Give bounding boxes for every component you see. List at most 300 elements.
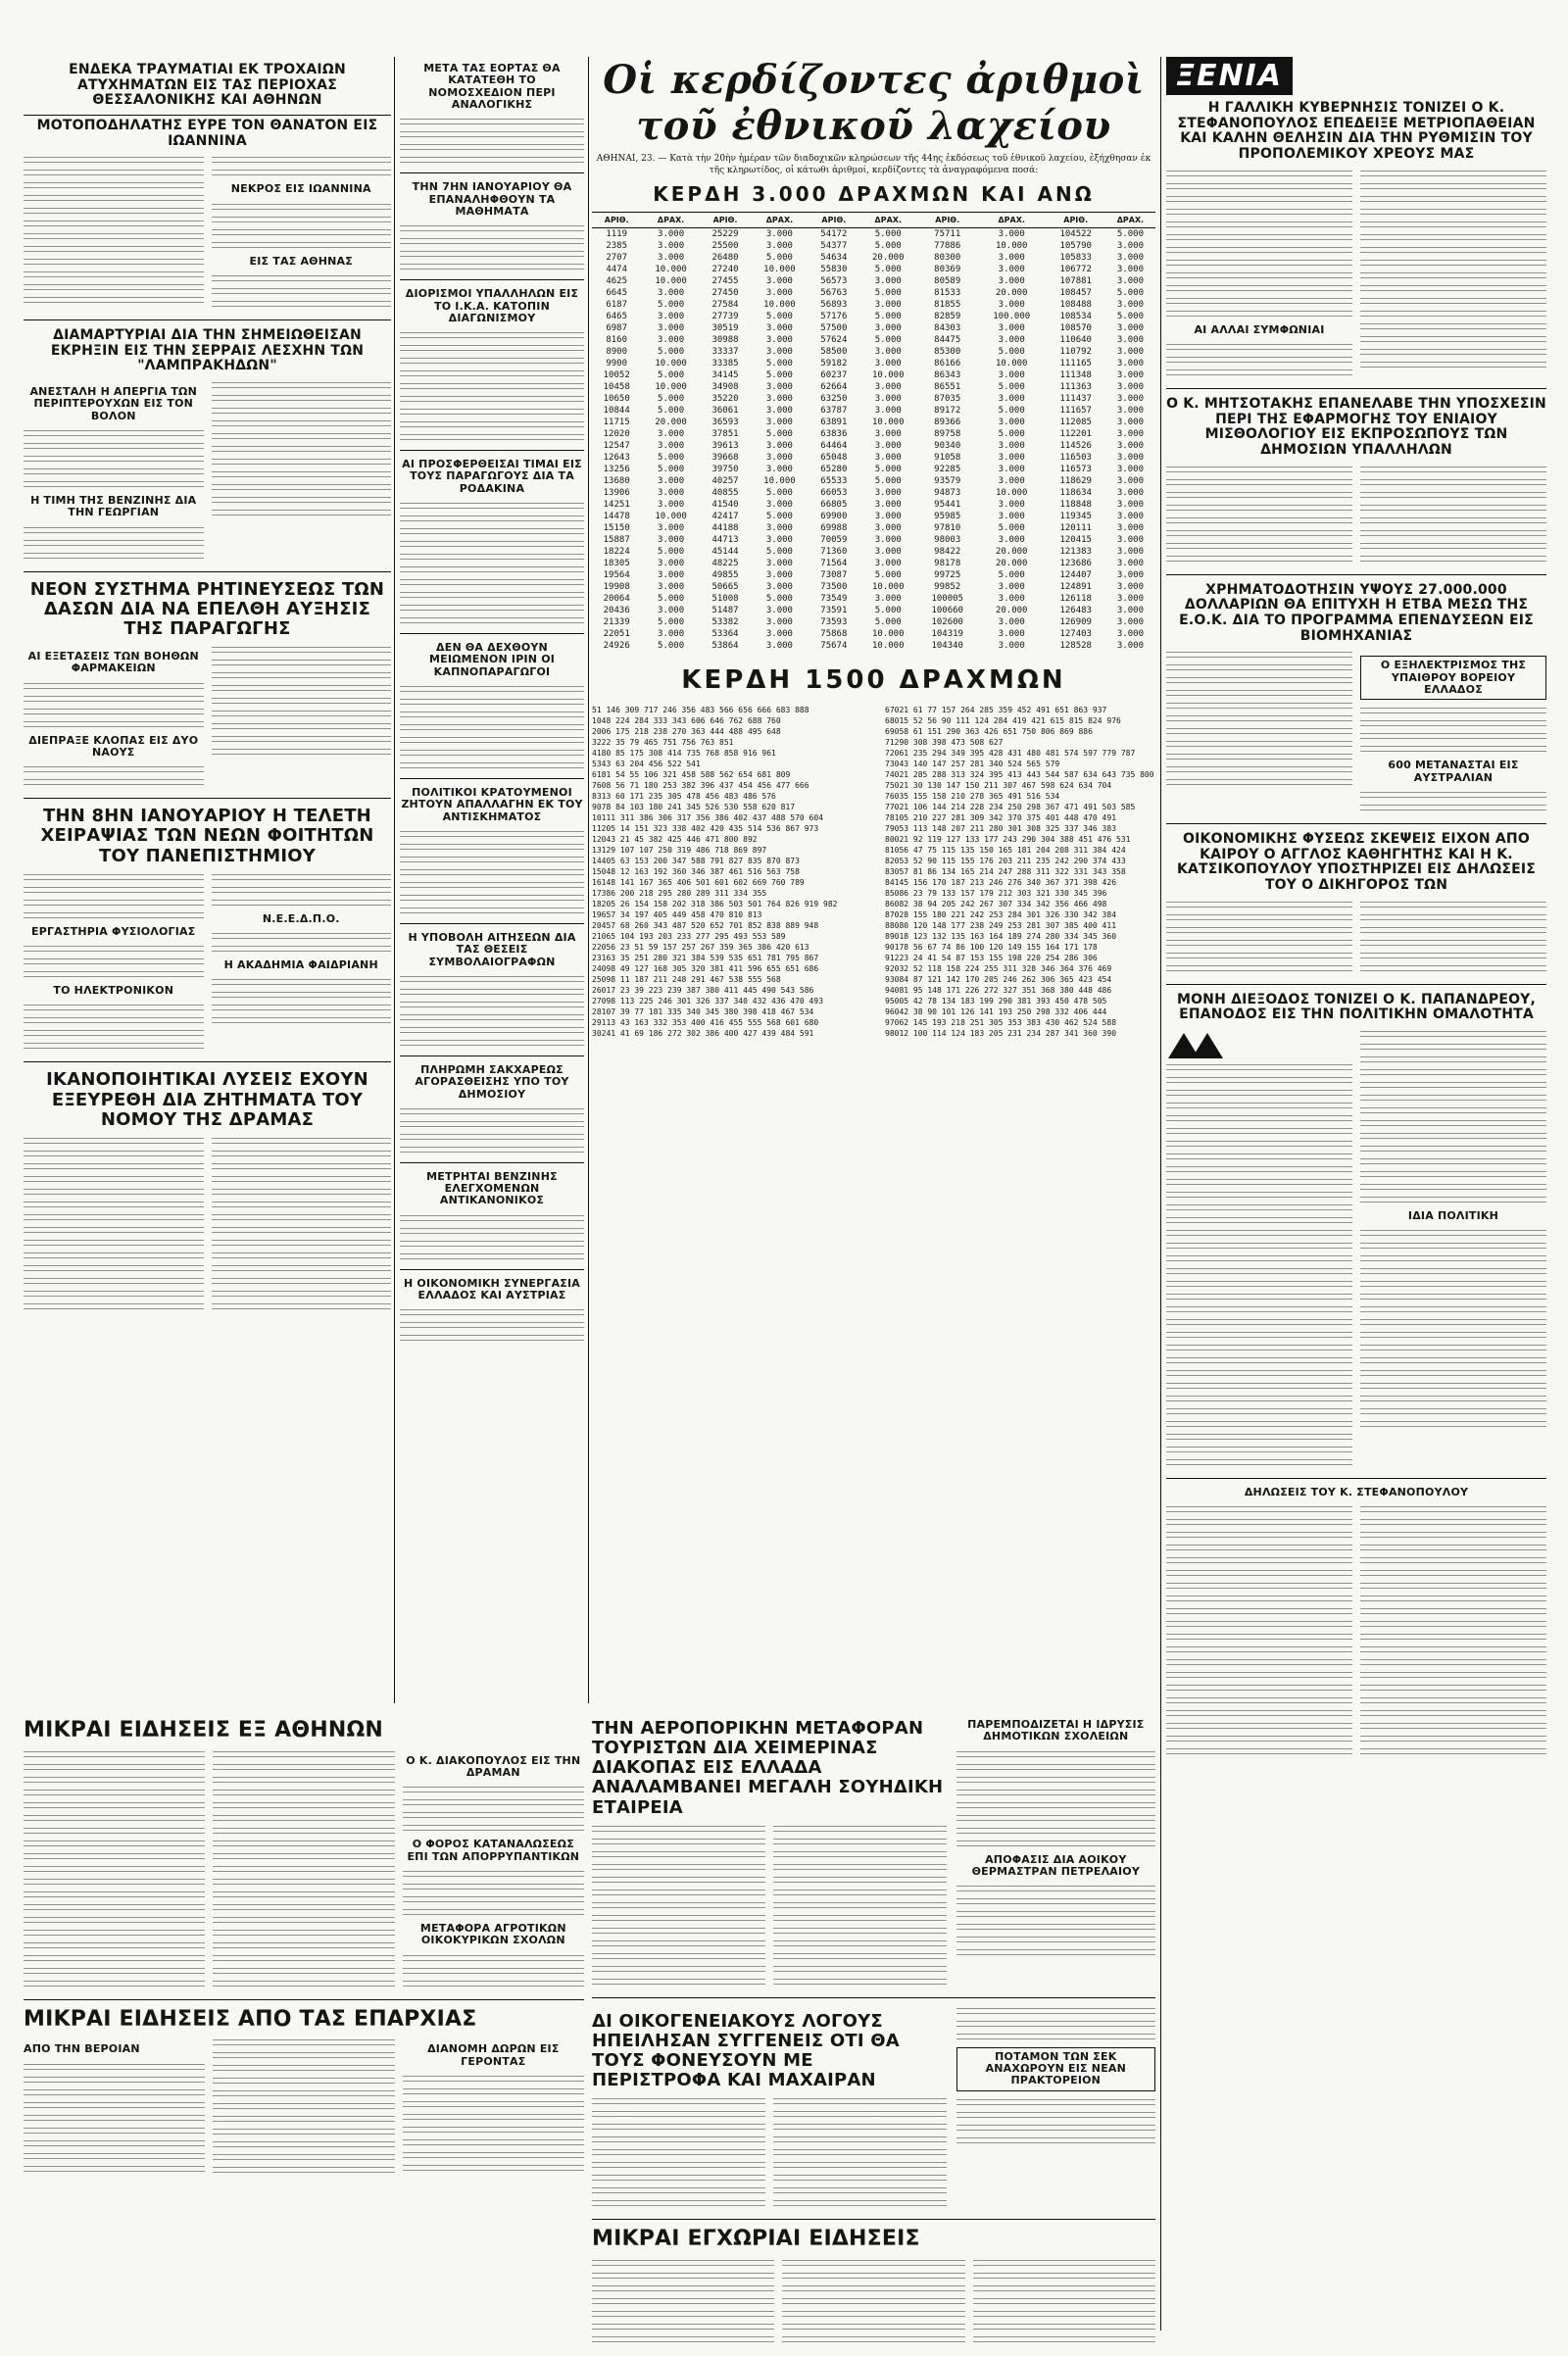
headline-mitsotakis: Ο Κ. ΜΗΤΣΟΤΑΚΗΣ ΕΠΑΝΕΛΑΒΕ ΤΗΝ ΥΠΟΣΧΕΣΙΝ ΠΕΡΙ ΤΗΣ ΕΦΑΡΜΟΓΗΣ ΤΟΥ ΕΝΙΑΙΟΥ ΜΙΣΘΟΛΟΓΙΟΥ ΕΙΣ ΕΚΠΡΟΣΩΠΟΥΣ ΤΩΝ ΔΗΜΟΣΙΩΝ ΥΠΑΛΛΗΛΩΝ [1166,396,1546,459]
table-cell: 126909 [1059,617,1092,627]
table-cell: 118848 [1059,500,1092,510]
table-cell: 3.000 [658,488,685,498]
table-cell: 91058 [934,453,961,463]
number-line: 6181 54 55 106 321 458 588 562 654 681 809 [592,770,791,779]
table-cell: 3.000 [1116,547,1144,557]
table-cell: 13680 [603,476,630,486]
table-cell: 3.000 [765,335,793,345]
table-cell: 3.000 [765,500,793,510]
subhead-ioannina: ΝΕΚΡΟΣ ΕΙΣ ΙΩΑΝΝΙΝΑ [230,182,371,196]
subhead-stefanopoulos: ΔΗΛΩΣΕΙΣ ΤΟΥ Κ. ΣΤΕΦΑΝΟΠΟΥΛΟΥ [1244,1485,1469,1498]
table-cell: 3.000 [1116,617,1144,627]
table-cell: 11715 [603,417,630,427]
table-cell: 3.000 [765,523,793,533]
table-cell: 3.000 [1116,465,1144,474]
table-row [592,640,1155,652]
table-cell: 22051 [603,629,630,639]
table-cell: 12020 [603,429,630,439]
table-cell: 65280 [820,465,848,474]
table-cell: 69900 [820,512,848,521]
table-cell: 108457 [1059,288,1092,298]
table-cell: 5.000 [658,465,685,474]
table-header: ΑΡΙΘ. [592,213,641,228]
headline-university: ΤΗΝ 8ΗΝ ΙΑΝΟΥΑΡΙΟΥ Η ΤΕΛΕΤΗ ΧΕΙΡΑΨΙΑΣ ΤΩΝ ΝΕΩΝ ΦΟΙΤΗΤΩΝ ΤΟΥ ΠΑΝΕΠΙΣΤΗΜΙΟΥ [40,806,374,866]
table-cell: 3.000 [874,512,902,521]
number-line: 23163 35 251 280 321 384 539 535 651 781 795 867 [592,954,819,962]
number-line: 95005 42 78 134 183 199 290 381 393 450 478 505 [885,997,1107,1006]
table-cell: 5.000 [658,547,685,557]
table-row [592,228,1155,241]
table-cell: 98178 [934,559,961,568]
number-line: 74021 285 288 313 324 395 413 443 544 587 634 643 735 800 [885,770,1154,779]
table-row [592,616,1155,628]
number-line: 26017 23 39 223 239 387 380 411 445 490 543 586 [592,986,814,995]
table-row [592,487,1155,499]
table-cell: 39668 [711,453,739,463]
table-cell: 3.000 [998,629,1025,639]
table-cell: 5.000 [874,465,902,474]
table-cell: 120415 [1059,535,1092,545]
table-cell: 3.000 [765,241,793,251]
right-column [1166,57,1546,1759]
table-cell: 86166 [934,359,961,368]
table-cell: 92285 [934,465,961,474]
table-cell: 3.000 [765,582,793,592]
table-cell: 4474 [606,265,628,274]
table-cell: 104340 [931,641,963,651]
table-cell: 54377 [820,241,848,251]
headline-prisoners: ΠΟΛΙΤΙΚΟΙ ΚΡΑΤΟΥΜΕΝΟΙ ΖΗΤΟΥΝ ΑΠΑΛΛΑΓΗΝ ΕΚ ΤΟΥ ΑΝΤΙΣΚΗΜΑΤΟΣ [401,786,583,823]
table-cell: 3.000 [998,476,1025,486]
table-cell: 105790 [1059,241,1092,251]
table-cell: 3.000 [658,535,685,545]
table-header: ΑΡΙΘ. [917,213,976,228]
headline-diakopoulos: Ο Κ. ΔΙΑΚΟΠΟΥΛΟΣ ΕΙΣ ΤΗΝ ΔΡΑΜΑΝ [406,1753,581,1779]
table-cell: 3.000 [998,617,1025,627]
column-rule [588,57,589,1703]
table-cell: 81855 [934,300,961,310]
column-rule [1160,57,1161,2331]
table-cell: 105833 [1059,253,1092,263]
table-cell: 3.000 [1116,606,1144,615]
table-row [592,428,1155,440]
table-cell: 3.000 [765,229,793,239]
table-cell: 10.000 [872,582,905,592]
table-row [592,287,1155,299]
table-cell: 10.000 [655,512,687,521]
subhead-emigrants: 600 ΜΕΤΑΝΑΣΤΑΙ ΕΙΣ ΑΥΣΤΡΑΛΙΑΝ [1388,759,1519,784]
table-cell: 3.000 [1116,323,1144,333]
table-cell: 104522 [1059,229,1092,239]
subhead-strike: ΑΝΕΣΤΑΛΗ Η ΑΠΕΡΓΙΑ ΤΩΝ ΠΕΡΙΠΤΕΡΟΥΧΩΝ ΕΙΣ ΤΟΝ ΒΟΛΟΝ [29,385,198,422]
number-line: 96042 38 90 101 126 141 193 250 298 332 406 444 [885,1007,1107,1016]
number-line: 7608 56 71 180 253 382 396 437 454 456 477 666 [592,781,809,790]
table-cell: 102600 [931,617,963,627]
table-cell: 3.000 [998,265,1025,274]
number-line: 2006 175 218 238 270 363 444 488 495 648 [592,727,781,736]
table-cell: 3.000 [1116,512,1144,521]
number-line: 22056 23 51 59 157 257 267 359 365 386 420 613 [592,943,809,952]
table-cell: 116503 [1059,453,1092,463]
table-cell: 98422 [934,547,961,557]
table-cell: 40257 [711,476,739,486]
table-cell: 5.000 [998,406,1025,416]
table-cell: 36593 [711,417,739,427]
table-cell: 5.000 [765,359,793,368]
table-cell: 3.000 [998,500,1025,510]
numbers-1500 [592,705,1155,1039]
table-cell: 30519 [711,323,739,333]
headline-local-news: ΜΙΚΡΑΙ ΕΓΧΩΡΙΑΙ ΕΙΔΗΣΕΙΣ [592,2227,920,2252]
table-cell: 10.000 [995,241,1028,251]
table-row [592,240,1155,252]
table-cell: 19564 [603,570,630,580]
headline-tobacco: ΔΕΝ ΘΑ ΔΕΧΘΟΥΝ ΜΕΙΩΜΕΝΟΝ ΙΡΙΝ ΟΙ ΚΑΠΝΟΠΑΡΑΓΩΓΟΙ [428,641,556,678]
number-line: 88080 120 148 177 238 249 253 281 307 385 400 411 [885,921,1117,930]
table-cell: 56763 [820,288,848,298]
left-column [24,57,391,1314]
table-cell: 5.000 [765,312,793,321]
table-row [592,311,1155,322]
xenia-logo: ΞΕΝΙΑ [1166,57,1293,95]
subhead-physiology: ΕΡΓΑΣΤΗΡΙΑ ΦΥΣΙΟΛΟΓΙΑΣ [31,924,196,938]
table-cell: 14478 [603,512,630,521]
table-cell: 57500 [820,323,848,333]
number-line: 15048 12 163 192 360 346 387 461 516 563 758 [592,867,800,876]
table-cell: 10.000 [655,382,687,392]
table-cell: 100660 [931,606,963,615]
table-cell: 3.000 [874,276,902,286]
table-cell: 3.000 [998,300,1025,310]
table-cell: 107881 [1059,276,1092,286]
middle-column [400,57,584,1346]
table-cell: 3.000 [765,347,793,357]
table-row [592,346,1155,358]
table-cell: 33385 [711,359,739,368]
table-cell: 20064 [603,594,630,604]
table-cell: 10.000 [872,370,905,380]
table-cell: 66053 [820,488,848,498]
number-line: 1048 224 284 333 343 606 646 762 688 760 [592,716,781,725]
table-cell: 106772 [1059,265,1092,274]
table-cell: 3.000 [765,406,793,416]
table-cell: 27739 [711,312,739,321]
table-cell: 3.000 [658,559,685,568]
table-cell: 5.000 [874,476,902,486]
table-cell: 10.000 [872,417,905,427]
headline-consumption-tax: Ο ΦΟΡΟΣ ΚΑΤΑΝΑΛΩΣΕΩΣ ΕΠΙ ΤΩΝ ΑΠΟΡΡΥΠΑΝΤΙΚΩΝ [407,1838,580,1863]
table-cell: 126118 [1059,594,1092,604]
table-cell: 10.000 [995,488,1028,498]
table-cell: 3.000 [998,441,1025,451]
table-cell: 60237 [820,370,848,380]
table-cell: 3.000 [874,559,902,568]
table-cell: 5.000 [1116,288,1144,298]
table-cell: 5.000 [874,241,902,251]
table-cell: 3.000 [998,417,1025,427]
table-cell: 4625 [606,276,628,286]
lottery-intro: ΑΘΗΝΑΙ, 23. — Κατὰ τὴν 20ὴν ἡμέραν τῶν διαδοχικῶν κληρώσεων τῆς 44ης ἐκδόσεως τοῦ ἐθνικοῦ λαχείου, ἐξήχθησαν ἐκ τῆς κληρωτίδος, οἱ κάτωθι ἀριθμοί, κερδίζοντες τὰ ἀναγραφόμενα ποσά: [596,154,1152,175]
table-cell: 3.000 [1116,641,1144,651]
headline-papandreou: ΜΟΝΗ ΔΙΕΞΟΔΟΣ ΤΟΝΙΖΕΙ Ο Κ. ΠΑΠΑΝΔΡΕΟΥ, ΕΠΑΝΟΔΟΣ ΕΙΣ ΤΗΝ ΠΟΛΙΤΙΚΗΝ ΟΜΑΛΟΤΗΤΑ [1176,991,1537,1023]
headline-family-threat: ΔΙ ΟΙΚΟΓΕΝΕΙΑΚΟΥΣ ΛΟΓΟΥΣ ΗΠΕΙΛΗΣΑΝ ΣΥΓΓΕΝΕΙΣ ΟΤΙ ΘΑ ΤΟΥΣ ΦΟΝΕΥΣΟΥΝ ΜΕ ΠΕΡΙΣΤΡΟΦΑ ΚΑΙ ΜΑΧΑΙΡΑΝ [592,2010,900,2091]
number-line: 86082 38 94 205 242 267 307 334 342 356 466 498 [885,900,1107,908]
number-line: 79053 113 148 207 211 280 301 308 325 337 346 383 [885,824,1117,833]
number-line: 10111 311 386 306 317 356 386 402 437 488 570 604 [592,813,824,822]
table-cell: 69988 [820,523,848,533]
table-cell: 3.000 [1116,453,1144,463]
table-cell: 99852 [934,582,961,592]
number-line: 73043 140 147 257 281 340 524 565 579 [885,760,1060,768]
table-row [592,299,1155,311]
headline-ika: ΔΙΟΡΙΣΜΟΙ ΥΠΑΛΛΗΛΩΝ ΕΙΣ ΤΟ Ι.Κ.Α. ΚΑΤΟΠΙΝ ΔΙΑΓΩΝΙΣΜΟΥ [405,287,579,324]
table-cell: 6645 [606,288,628,298]
number-line: 67021 61 77 157 264 285 359 452 491 651 863 937 [885,706,1107,714]
number-line: 97062 145 193 218 251 305 353 383 430 462 524 588 [885,1018,1117,1027]
table-cell: 5.000 [658,347,685,357]
table-cell: 42417 [711,512,739,521]
lottery-section [592,57,1155,1039]
table-cell: 27450 [711,288,739,298]
table-row [592,452,1155,464]
table-cell: 121383 [1059,547,1092,557]
table-cell: 45144 [711,547,739,557]
table-cell: 20.000 [995,288,1028,298]
number-line: 71290 308 398 473 508 627 [885,738,1004,747]
table-cell: 3.000 [998,582,1025,592]
table-cell: 98003 [934,535,961,545]
table-cell: 12643 [603,453,630,463]
number-line: 72061 235 294 349 395 428 431 480 481 574 597 779 787 [885,749,1136,758]
table-row [592,581,1155,593]
headline-petrol-meters: ΜΕΤΡΗΤΑΙ ΒΕΝΖΙΝΗΣ ΕΛΕΓΧΟΜΕΝΩΝ ΑΝΤΙΚΑΝΟΝΙΚΟΣ [426,1169,558,1207]
table-cell: 3.000 [874,382,902,392]
table-cell: 3.000 [874,547,902,557]
headline-sek: ΠΟΤΑΜΟΝ ΤΩΝ ΣΕΚ ΑΝΑΧΩΡΟΥΝ ΕΙΣ ΝΕΑΝ ΠΡΑΚΤΟΡΕΙΟΝ [956,2047,1155,2091]
table-cell: 111348 [1059,370,1092,380]
table-cell: 71360 [820,547,848,557]
table-cell: 3.000 [1116,417,1144,427]
table-cell: 3.000 [1116,535,1144,545]
subhead-exams: ΑΙ ΕΞΕΤΑΣΕΙΣ ΤΩΝ ΒΟΗΘΩΝ ΦΑΡΜΑΚΕΙΩΝ [27,650,199,675]
table-cell: 73593 [820,617,848,627]
table-cell: 3.000 [658,606,685,615]
table-row [592,593,1155,605]
table-cell: 3.000 [998,323,1025,333]
headline-france: Η ΓΑΛΛΙΚΗ ΚΥΒΕΡΝΗΣΙΣ ΤΟΝΙΖΕΙ Ο Κ. ΣΤΕΦΑΝΟΠΟΥΛΟΣ ΕΠΕΔΕΙΞΕ ΜΕΤΡΙΟΠΑΘΕΙΑΝ ΚΑΙ ΚΑΛΗΝ ΘΕΛΗΣΙΝ ΔΙΑ ΤΗΝ ΡΥΘΜΙΣΙΝ ΤΟΥ ΠΡΟΠΟΛΕΜΙΚΟΥ ΧΡΕΟΥΣ ΜΑΣ [1177,100,1536,163]
table-cell: 123686 [1059,559,1092,568]
table-row [592,464,1155,475]
table-cell: 3.000 [658,241,685,251]
table-cell: 57176 [820,312,848,321]
table-cell: 10052 [603,370,630,380]
table-cell: 3.000 [874,488,902,498]
table-cell: 34145 [711,370,739,380]
table-cell: 73500 [820,582,848,592]
table-cell: 3.000 [1116,476,1144,486]
headline-protests: ΔΙΑΜΑΡΤΥΡΙΑΙ ΔΙΑ ΤΗΝ ΣΗΜΕΙΩΘΕΙΣΑΝ ΕΚΡΗΞΙΝ ΕΙΣ ΤΗΝ ΣΕΡΡΑΙΣ ΛΕΣΧΗΝ ΤΩΝ "ΛΑΜΠΡΑΚΗΔΩΝ" [50,326,365,374]
headline-heater: ΑΠΟΦΑΣΙΣ ΔΙΑ ΑΟΙΚΟΥ ΘΕΡΜΑΣΤΡΑΝ ΠΕΤΡΕΛΑΙΟΥ [971,1852,1141,1878]
headline-notaries: Η ΥΠΟΒΟΛΗ ΑΙΤΗΣΕΩΝ ΔΙΑ ΤΑΣ ΘΕΣΕΙΣ ΣΥΜΒΟΛΑΙΟΓΡΑΦΩΝ [408,930,576,968]
table-row [592,393,1155,405]
table-cell: 5.000 [874,265,902,274]
table-row [592,275,1155,287]
number-line: 25098 11 187 211 248 291 467 538 555 568 [592,975,781,984]
table-cell: 89172 [934,406,961,416]
party-emblem-icon [1166,1029,1225,1062]
table-cell: 108570 [1059,323,1092,333]
table-cell: 3.000 [1116,570,1144,580]
table-cell: 12547 [603,441,630,451]
table-cell: 2707 [606,253,628,263]
subhead-veroia: ΑΠΟ ΤΗΝ ΒΕΡΟΙΑΝ [24,2042,140,2056]
table-cell: 54172 [820,229,848,239]
table-cell: 3.000 [874,523,902,533]
table-cell: 19908 [603,582,630,592]
table-cell: 82859 [934,312,961,321]
table-cell: 5.000 [765,512,793,521]
table-row [592,440,1155,452]
table-cell: 49855 [711,570,739,580]
table-cell: 5.000 [658,641,685,651]
table-header: ΔΡΑΧ. [1105,213,1155,228]
table-cell: 18224 [603,547,630,557]
number-line: 17386 200 218 295 280 289 311 334 355 [592,889,767,898]
table-cell: 10.000 [655,265,687,274]
table-header: ΔΡΑΧ. [750,213,808,228]
subhead-electrification: Ο ΕΞΗΛΕΚΤΡΙΣΜΟΣ ΤΗΣ ΥΠΑΙΘΡΟΥ ΒΟΡΕΙΟΥ ΕΛΛΑΔΟΣ [1360,656,1546,700]
table-cell: 3.000 [998,370,1025,380]
table-cell: 10.000 [763,265,796,274]
table-cell: 127403 [1059,629,1092,639]
table-header: ΑΡΙΘ. [701,213,750,228]
table-cell: 3.000 [874,300,902,310]
bottom-center-block [592,1713,1155,2347]
table-cell: 3.000 [1116,406,1144,416]
table-cell: 3.000 [658,582,685,592]
table-cell: 3.000 [765,453,793,463]
table-cell: 63891 [820,417,848,427]
table-cell: 3.000 [765,417,793,427]
table-cell: 6987 [606,323,628,333]
table-row [592,558,1155,569]
table-cell: 13906 [603,488,630,498]
table-cell: 3.000 [658,288,685,298]
table-cell: 41540 [711,500,739,510]
table-cell: 112085 [1059,417,1092,427]
table-cell: 65533 [820,476,848,486]
table-cell: 51487 [711,606,739,615]
table-header: ΔΡΑΧ. [977,213,1047,228]
table-cell: 15150 [603,523,630,533]
table-cell: 65048 [820,453,848,463]
number-line: 89018 123 132 135 163 164 189 274 280 334 345 360 [885,932,1117,941]
number-line: 18205 26 154 158 202 318 386 503 501 764 826 919 982 [592,900,838,908]
heading-3000: ΚΕΡΔΗ 3.000 ΔΡΑΧΜΩΝ ΚΑΙ ΑΝΩ [653,182,1095,206]
table-cell: 10.000 [763,300,796,310]
table-cell: 5.000 [874,288,902,298]
table-cell: 5.000 [658,394,685,404]
table-cell: 37851 [711,429,739,439]
table-cell: 3.000 [658,441,685,451]
number-line: 27098 113 225 246 301 326 337 340 432 436 470 493 [592,997,824,1006]
table-cell: 58500 [820,347,848,357]
number-line: 78105 210 227 281 309 342 370 375 401 448 470 491 [885,813,1117,822]
heading-1500: ΚΕΡΔΗ 1500 ΔΡΑΧΜΩΝ [681,665,1066,695]
table-cell: 5.000 [765,594,793,604]
table-cell: 3.000 [658,323,685,333]
table-cell: 53864 [711,641,739,651]
table-cell: 111165 [1059,359,1092,368]
headline-economic: ΟΙΚΟΝΟΜΙΚΗΣ ΦΥΣΕΩΣ ΣΚΕΨΕΙΣ ΕΙΧΟΝ ΑΠΟ ΚΑΙΡΟΥ Ο ΑΓΓΛΟΣ ΚΑΘΗΓΗΤΗΣ ΚΑΙ Η Κ. ΚΑΤΣΙΚΟΠΟΥΛΟΥ ΥΠΟΣΤΗΡΙΖΕΙ ΕΙΣ ΔΗΛΩΣΕΙΣ ΤΟΥ Ο ΔΙΚΗΓΟΡΟΣ ΤΩΝ [1176,830,1537,893]
headline-drama: ΙΚΑΝΟΠΟΙΗΤΙΚΑΙ ΛΥΣΕΙΣ ΕΧΟΥΝ ΕΞΕΥΡΕΘΗ ΔΙΑ ΖΗΤΗΜΑΤΑ ΤΟΥ ΝΟΜΟΥ ΤΗΣ ΔΡΑΜΑΣ [46,1069,368,1130]
table-cell: 5.000 [1116,312,1144,321]
table-cell: 63787 [820,406,848,416]
table-row [592,417,1155,428]
number-line: 21065 104 193 203 233 277 295 493 553 589 [592,932,786,941]
table-cell: 3.000 [1116,265,1144,274]
table-cell: 10.000 [763,476,796,486]
table-cell: 30988 [711,335,739,345]
table-cell: 10.000 [995,359,1028,368]
table-cell: 112201 [1059,429,1092,439]
table-row [592,534,1155,546]
table-cell: 3.000 [1116,594,1144,604]
number-line: 12043 21 45 382 425 446 471 800 892 [592,835,758,844]
table-cell: 25500 [711,241,739,251]
table-cell: 3.000 [1116,441,1144,451]
number-line: 19657 34 197 405 449 458 470 810 813 [592,910,762,919]
table-cell: 5.000 [998,523,1025,533]
table-row [592,511,1155,522]
table-cell: 5.000 [998,429,1025,439]
table-cell: 99725 [934,570,961,580]
table-row [592,369,1155,381]
table-cell: 5.000 [1116,229,1144,239]
table-cell: 3.000 [874,323,902,333]
table-row [592,499,1155,511]
table-cell: 5.000 [874,312,902,321]
headline-gifts: ΔΙΑΝΟΜΗ ΔΩΡΩΝ ΕΙΣ ΓΕΡΟΝΤΑΣ [427,2042,560,2068]
table-cell: 3.000 [1116,488,1144,498]
table-cell: 80300 [934,253,961,263]
number-line: 84145 156 170 187 213 246 276 340 367 371 398 426 [885,878,1117,887]
table-cell: 27240 [711,265,739,274]
table-cell: 20436 [603,606,630,615]
table-cell: 10.000 [655,359,687,368]
number-line: 98012 100 114 124 183 205 231 234 287 341 360 390 [885,1029,1117,1038]
table-row [592,605,1155,616]
table-cell: 80369 [934,265,961,274]
table-cell: 8900 [606,347,628,357]
table-cell: 36061 [711,406,739,416]
table-cell: 124407 [1059,570,1092,580]
number-line: 8313 60 171 235 305 478 456 483 486 576 [592,792,776,801]
table-cell: 3.000 [874,441,902,451]
number-line: 76035 155 158 210 278 365 491 516 534 [885,792,1060,801]
table-cell: 20.000 [655,417,687,427]
number-line: 77021 106 144 214 228 234 250 298 367 471 491 503 585 [885,803,1136,811]
headline-schools: ΠΑΡΕΜΠΟΔΙΖΕΤΑΙ Η ΙΔΡΥΣΙΣ ΔΗΜΟΤΙΚΩΝ ΣΧΟΛΕΙΩΝ [967,1718,1145,1743]
table-cell: 55830 [820,265,848,274]
headline-accidents: ΕΝΔΕΚΑ ΤΡΑΥΜΑΤΙΑΙ ΕΚ ΤΡΟΧΑΙΩΝ ΑΤΥΧΗΜΑΤΩΝ ΕΙΣ ΤΑΣ ΠΕΡΙΟΧΑΣ ΘΕΣΣΑΛΟΝΙΚΗΣ ΚΑΙ ΑΘΗΝΩΝ [69,62,346,109]
table-cell: 108488 [1059,300,1092,310]
table-cell: 111363 [1059,382,1092,392]
table-cell: 124891 [1059,582,1092,592]
headline-peaches: ΑΙ ΠΡΟΣΦΕΡΘΕΙΣΑΙ ΤΙΜΑΙ ΕΙΣ ΤΟΥΣ ΠΑΡΑΓΩΓΟΥΣ ΔΙΑ ΤΑ ΡΟΔΑΚΙΝΑ [402,458,582,495]
table-cell: 5.000 [658,406,685,416]
number-line: 68015 52 56 90 111 124 284 419 421 615 815 824 976 [885,716,1121,725]
